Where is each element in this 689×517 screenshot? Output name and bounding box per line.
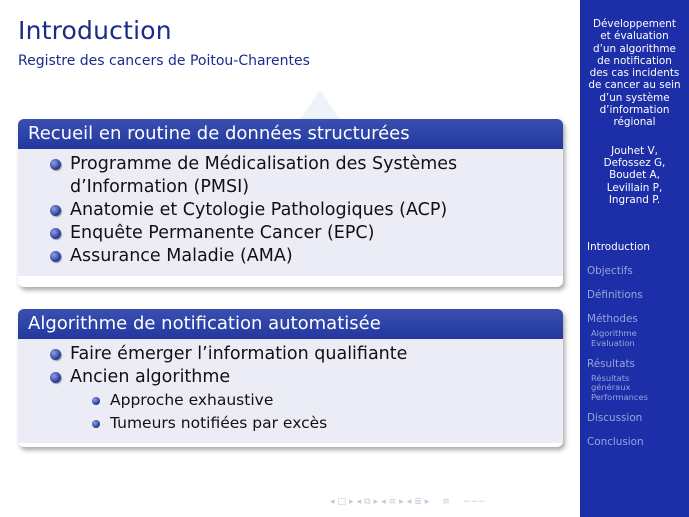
nav-sub-line: Résultats bbox=[591, 372, 630, 383]
presentation-title bbox=[580, 0, 689, 129]
block-title: Algorithme de notification automatisée bbox=[18, 309, 563, 339]
sub-list-item bbox=[18, 389, 563, 412]
nav-methodes[interactable]: Méthodes bbox=[587, 313, 638, 325]
title-line: d’information bbox=[599, 104, 670, 117]
nav-algorithme[interactable]: Algorithme bbox=[591, 328, 637, 338]
author: Levillain P, bbox=[606, 181, 663, 194]
list-item bbox=[18, 245, 563, 268]
nav-introduction[interactable]: Introduction bbox=[587, 241, 650, 253]
author: Defossez G, bbox=[603, 156, 666, 169]
title-line: des cas incidents bbox=[589, 67, 680, 80]
frame-icon[interactable]: □ bbox=[337, 497, 347, 507]
block-body bbox=[18, 339, 563, 443]
frame-next-icon[interactable]: ▸ bbox=[349, 497, 354, 507]
bullet-icon bbox=[50, 372, 61, 383]
list-item bbox=[18, 366, 563, 389]
list-item bbox=[18, 343, 563, 366]
list-item-continuation bbox=[18, 176, 563, 199]
list-item-text: Assurance Maladie (AMA) bbox=[70, 246, 293, 266]
nav-resultats-generaux[interactable] bbox=[591, 374, 689, 394]
nav-sub-line: généraux bbox=[591, 382, 631, 393]
sidebar-nav bbox=[580, 240, 689, 449]
document-next-icon[interactable]: ▸ bbox=[424, 497, 430, 507]
title-line: de cancer au sein bbox=[588, 79, 681, 92]
sub-bullet-icon bbox=[92, 420, 100, 428]
menu-icon[interactable]: ≡ bbox=[442, 497, 450, 507]
list-item-text: Programme de Médicalisation des Systèmes bbox=[70, 154, 458, 174]
document-prev-icon[interactable]: ◂ bbox=[406, 497, 412, 507]
subsection-prev-icon[interactable]: ◂ bbox=[356, 497, 362, 507]
author: Ingrand P. bbox=[608, 193, 661, 206]
list-item-text: Anatomie et Cytologie Pathologiques (ACP) bbox=[70, 200, 448, 220]
block-recueil bbox=[18, 119, 563, 287]
search-icon[interactable]: ∽∽∽ bbox=[462, 497, 486, 507]
block-body bbox=[18, 149, 563, 276]
frame-prev-icon[interactable]: ◂ bbox=[330, 497, 335, 507]
document-icon[interactable]: ≣ bbox=[414, 497, 422, 507]
block-title: Recueil en routine de données structurées bbox=[18, 119, 563, 149]
subsection-icon[interactable]: ⧉ bbox=[364, 497, 371, 507]
nav-definitions[interactable]: Définitions bbox=[587, 289, 643, 301]
block-algorithme bbox=[18, 309, 563, 447]
title-line: Développement bbox=[593, 18, 676, 30]
bullet-icon bbox=[50, 159, 61, 170]
nav-evaluation[interactable]: Evaluation bbox=[591, 337, 635, 348]
list-item-text: Ancien algorithme bbox=[70, 367, 231, 387]
nav-performances[interactable]: Performances bbox=[591, 392, 648, 403]
title-line: d’un système bbox=[599, 91, 670, 104]
bullet-icon bbox=[50, 349, 61, 360]
author: Jouhet V, bbox=[611, 144, 658, 157]
nav-objectifs[interactable]: Objectifs bbox=[587, 265, 633, 277]
frame-subtitle: Registre des cancers de Poitou-Charentes bbox=[18, 53, 310, 69]
list-item-text: Faire émerger l’information qualifiante bbox=[70, 344, 408, 364]
title-line: régional bbox=[613, 116, 656, 129]
list-item-text: Enquête Permanente Cancer (EPC) bbox=[70, 223, 375, 243]
sub-bullet-icon bbox=[92, 397, 100, 405]
title-line: d’un algorithme bbox=[593, 42, 676, 55]
sidebar bbox=[580, 0, 689, 517]
bullet-icon bbox=[50, 228, 61, 239]
title-line: et évaluation bbox=[600, 30, 669, 43]
section-prev-icon[interactable]: ◂ bbox=[381, 497, 386, 507]
sub-list-item-text: Tumeurs notifiées par excès bbox=[110, 414, 328, 432]
list-item bbox=[18, 199, 563, 222]
authors bbox=[580, 145, 689, 206]
list-item-text: d’Information (PMSI) bbox=[70, 177, 250, 197]
section-next-icon[interactable]: ▸ bbox=[399, 497, 404, 507]
nav-conclusion[interactable]: Conclusion bbox=[587, 435, 644, 448]
title-line: de notification bbox=[597, 54, 672, 67]
section-icon[interactable]: ≡ bbox=[388, 497, 397, 507]
author: Boudet A, bbox=[609, 169, 660, 182]
bullet-icon bbox=[50, 251, 61, 262]
subsection-next-icon[interactable]: ▸ bbox=[373, 497, 379, 507]
beamer-navigation-bar bbox=[330, 497, 485, 507]
list-item bbox=[18, 222, 563, 245]
nav-resultats[interactable]: Résultats bbox=[587, 357, 635, 370]
sub-list-item-text: Approche exhaustive bbox=[110, 391, 274, 409]
bullet-icon bbox=[50, 205, 61, 216]
sub-list-item bbox=[18, 412, 563, 435]
nav-discussion[interactable]: Discussion bbox=[587, 411, 643, 424]
frame-title: Introduction bbox=[18, 16, 172, 45]
list-item bbox=[18, 153, 563, 176]
